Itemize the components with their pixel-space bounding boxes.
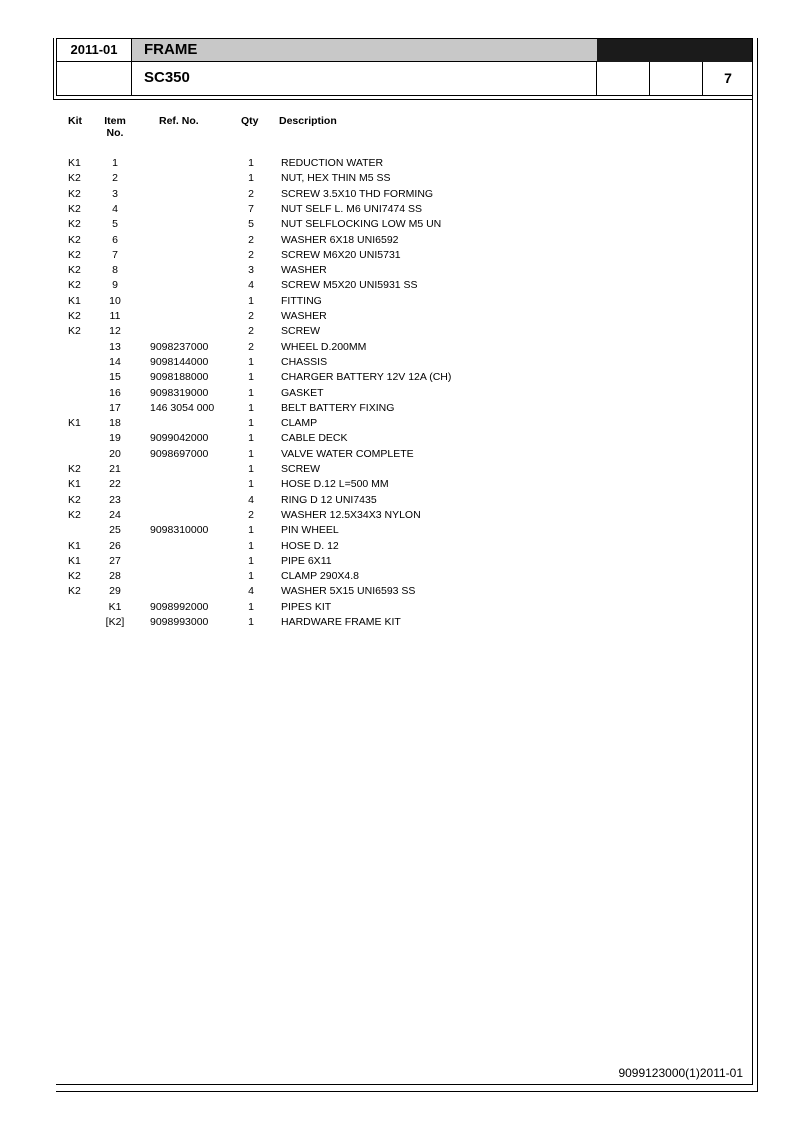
table-row [60,554,480,569]
row-kit: K2 [68,570,81,583]
row-description: PIPES KIT [281,600,332,613]
table-row [60,523,480,538]
table-row [60,202,480,217]
row-quantity: 1 [248,355,254,368]
row-item-number: 19 [109,432,121,445]
table-row [60,370,480,385]
row-ref-number: 9098188000 [150,371,209,384]
table-row [60,324,480,339]
table-row [60,263,480,278]
row-description: SCREW M6X20 UNI5731 [281,248,401,261]
frame-right-shadow-line [757,38,758,1092]
row-description: SCREW [281,325,321,338]
row-item-number: K1 [108,600,122,613]
row-description: CHASSIS [281,355,328,368]
row-item-number: 15 [109,371,121,384]
row-kit: K1 [68,294,81,307]
row-description: NUT, HEX THIN M5 SS [281,172,391,185]
table-row [60,156,480,171]
header-title: FRAME [132,39,597,62]
row-quantity: 1 [248,478,254,491]
row-item-number: 1 [112,157,118,169]
row-description: WASHER [281,264,327,277]
table-row [60,401,480,416]
row-ref-number: 9098697000 [150,447,209,460]
row-kit: K2 [68,585,81,598]
row-item-number: 16 [109,386,121,399]
header-model: SC350 [132,62,597,96]
row-quantity: 2 [248,325,254,338]
row-item-number: 27 [109,554,121,567]
row-kit: K1 [68,539,81,552]
row-ref-number: 9098319000 [150,386,209,399]
row-quantity: 5 [248,218,254,231]
row-kit: K2 [68,325,81,338]
table-row [60,309,480,324]
row-kit: K2 [68,202,81,215]
row-quantity: 1 [248,570,254,583]
row-quantity: 1 [248,417,254,430]
row-quantity: 7 [248,202,254,215]
row-description: WASHER 6X18 UNI6592 [281,233,399,246]
col-header-qty: Qty [241,115,259,127]
row-quantity: 2 [248,248,254,261]
row-description: HOSE D. 12 [281,539,339,552]
row-kit: K1 [68,417,81,430]
row-description: CABLE DECK [281,432,348,445]
row-description: VALVE WATER COMPLETE [281,447,414,460]
row-kit: K1 [68,157,81,169]
row-quantity: 4 [248,585,254,598]
row-description: GASKET [281,386,324,399]
row-item-number: 29 [109,585,121,598]
header-blank-cell [57,62,132,96]
row-description: WASHER 5X15 UNI6593 SS [281,585,416,598]
row-quantity: 1 [248,386,254,399]
frame-right-line [752,38,753,1084]
row-kit: K1 [68,478,81,491]
row-quantity: 1 [248,539,254,552]
row-kit: K2 [68,493,81,506]
row-quantity: 2 [248,233,254,246]
row-item-number: 25 [109,524,121,537]
row-quantity: 1 [248,524,254,537]
row-description: PIPE 6X11 [281,554,332,567]
row-quantity: 1 [248,600,254,613]
row-description: BELT BATTERY FIXING [281,401,395,414]
page-header [56,38,753,96]
row-description: WASHER 12.5X34X3 NYLON [281,508,421,521]
row-ref-number: 9098144000 [150,355,209,368]
document-code: 9099123000(1)2011-01 [618,1066,743,1080]
col-header-item-line2: No. [106,127,124,139]
table-row [60,508,480,523]
row-description: CLAMP [281,417,318,430]
header-date: 2011-01 [57,39,132,62]
header-empty-cell-1 [597,62,650,96]
table-row [60,278,480,293]
row-item-number: 28 [109,570,121,583]
row-quantity: 4 [248,493,254,506]
row-kit: K2 [68,463,81,475]
table-row [60,416,480,431]
col-header-description: Description [279,115,337,127]
frame-bottom-shadow-line [56,1091,758,1092]
row-item-number: 23 [109,493,121,506]
row-description: HARDWARE FRAME KIT [281,616,401,628]
table-row [60,233,480,248]
row-item-number: 3 [112,187,118,200]
row-quantity: 3 [248,264,254,277]
header-page-number: 7 [724,70,732,86]
row-item-number: 10 [109,294,121,307]
row-description: WHEEL D.200MM [281,340,367,353]
col-header-item-line1: Item [104,115,126,127]
row-item-number: 5 [112,218,118,231]
row-description: NUT SELFLOCKING LOW M5 UN [281,218,442,231]
table-row [60,294,480,309]
row-quantity: 2 [248,187,254,200]
row-quantity: 1 [248,554,254,567]
row-description: HOSE D.12 L=500 MM [281,478,389,491]
row-description: NUT SELF L. M6 UNI7474 SS [281,202,423,215]
col-header-item [100,115,130,139]
table-row [60,187,480,202]
row-description: WASHER [281,310,327,322]
row-item-number: 14 [109,355,121,368]
row-item-number: 26 [109,539,121,552]
row-item-number: 9 [112,279,118,292]
row-kit: K2 [68,508,81,521]
row-description: SCREW M5X20 UNI5931 SS [281,279,418,292]
row-item-number: 6 [112,233,118,246]
row-quantity: 1 [248,447,254,460]
row-ref-number: 146 3054 000 [150,401,215,414]
header-black-bar [597,39,753,62]
row-kit: K2 [68,172,81,185]
table-row [60,431,480,446]
table-row [60,340,480,355]
row-description: CHARGER BATTERY 12V 12A (CH) [281,371,452,384]
table-row [60,355,480,370]
table-row [60,477,480,492]
row-kit: K2 [68,248,81,261]
row-description: FITTING [281,294,322,307]
row-item-number: [K2] [105,616,125,628]
table-row [60,584,480,599]
row-ref-number: 9098993000 [150,616,209,628]
header-empty-cell-2 [650,62,703,96]
row-quantity: 1 [248,432,254,445]
row-ref-number: 9098310000 [150,524,209,537]
row-kit: K2 [68,310,81,322]
row-quantity: 2 [248,310,254,322]
row-ref-number: 9098992000 [150,600,209,613]
row-kit: K2 [68,264,81,277]
row-quantity: 1 [248,401,254,414]
row-quantity: 4 [248,279,254,292]
row-item-number: 24 [109,508,121,521]
row-quantity: 2 [248,508,254,521]
col-header-kit: Kit [68,115,82,127]
table-row [60,171,480,186]
row-description: SCREW [281,463,321,475]
table-row [60,386,480,401]
row-item-number: 11 [109,310,121,322]
row-quantity: 1 [248,172,254,185]
table-row [60,248,480,263]
table-row [60,569,480,584]
row-kit: K1 [68,554,81,567]
row-description: SCREW 3.5X10 THD FORMING [281,187,434,200]
row-kit: K2 [68,187,81,200]
row-item-number: 7 [112,248,118,261]
row-quantity: 1 [248,294,254,307]
row-item-number: 21 [109,463,121,475]
col-header-ref: Ref. No. [159,115,199,127]
row-item-number: 2 [112,172,118,185]
frame-top-line [53,99,753,100]
row-description: CLAMP 290X4.8 [281,570,360,583]
frame-left-line [53,38,54,100]
row-quantity: 1 [248,157,254,169]
table-row [60,447,480,462]
table-row [60,493,480,508]
row-ref-number: 9098237000 [150,340,209,353]
row-item-number: 12 [109,325,121,338]
row-quantity: 1 [248,371,254,384]
row-kit: K2 [68,218,81,231]
row-item-number: 20 [109,447,121,460]
row-item-number: 8 [112,264,118,277]
row-quantity: 1 [248,616,254,628]
row-quantity: 1 [248,463,254,475]
table-row [60,217,480,232]
row-description: PIN WHEEL [281,524,339,537]
row-item-number: 22 [109,478,121,491]
row-item-number: 13 [109,340,121,353]
frame-bottom-line [56,1084,753,1085]
row-kit: K2 [68,233,81,246]
row-description: REDUCTION WATER [281,157,384,169]
table-row [60,600,480,615]
table-row [60,462,480,477]
row-ref-number: 9099042000 [150,432,209,445]
row-item-number: 4 [112,202,118,215]
table-row [60,539,480,554]
row-quantity: 2 [248,340,254,353]
row-item-number: 18 [109,417,121,430]
row-item-number: 17 [109,401,121,414]
row-description: RING D 12 UNI7435 [281,493,377,506]
table-row [60,615,480,630]
row-kit: K2 [68,279,81,292]
